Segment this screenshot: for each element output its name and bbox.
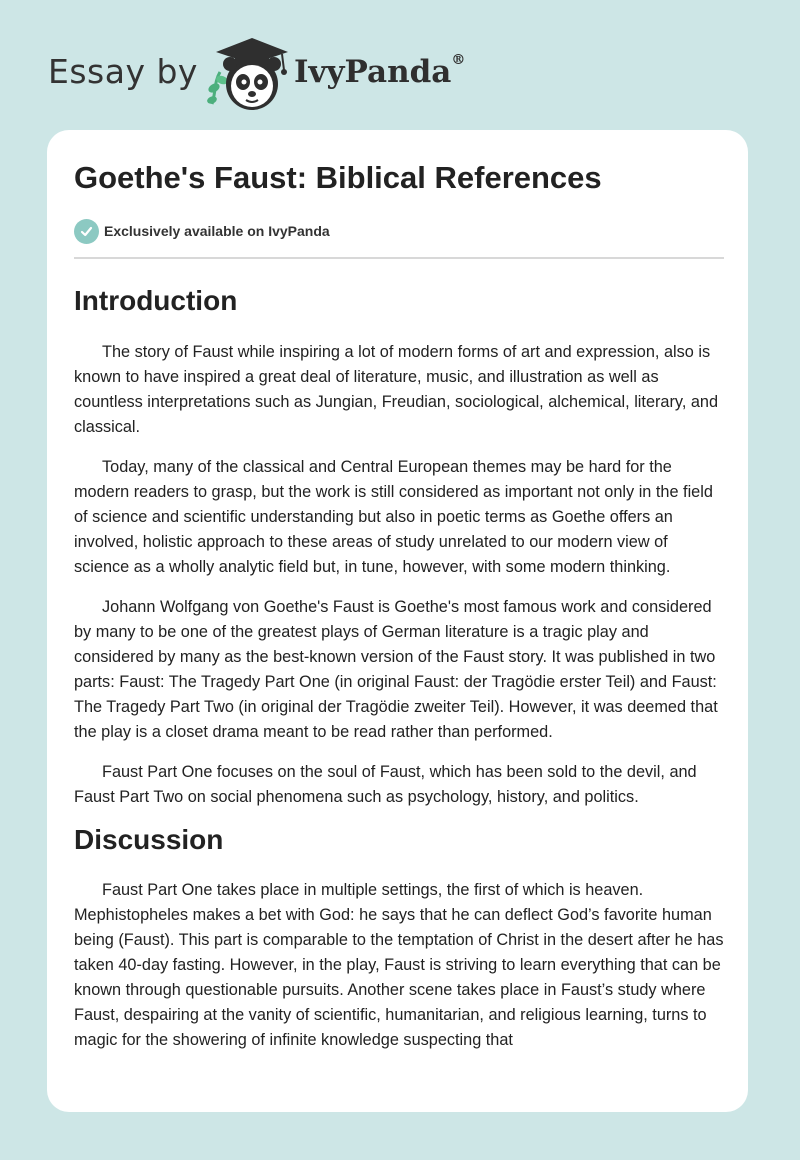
paragraph: Faust Part One takes place in multiple settings, the first of which is heaven. Mephistopheles makes a bet with God: he says that he can deflect God’s favorite human being (Faust). This part is comparable to the temptation of Christ in the desert after he has taken 40-day fasting. However, in the play, Faust is striving to learn everything that can be known through questionable pursuits. Another scene takes place in Faust’s study where Faust, despairing at the vanity of scientific, humanitarian, and religious learning, turns to magic for the showering of infinite knowledge suspecting that xyxy=(74,881,724,1050)
title-divider xyxy=(74,257,724,259)
registered-mark: ® xyxy=(451,52,466,68)
badge-text: Exclusively available on IvyPanda xyxy=(104,223,330,240)
panda-graduate-icon[interactable] xyxy=(202,34,292,114)
brand-prefix: Essay by xyxy=(48,52,198,91)
essay-card xyxy=(47,130,748,1112)
paragraph: Johann Wolfgang von Goethe's Faust is Goethe's most famous work and considered by many to be one of the greatest plays of German literature is a tragic play and considered by many as the best-known version of the Faust story. It was published in two parts: Faust: The Tragedy Part One (in original Faust: der Tragödie erster Teil) and Faust: The Tragedy Part Two (in original der Tragödie zweiter Teil). However, it was deemed that the play is a closet drama meant to be read rather than performed. xyxy=(74,597,718,741)
check-icon xyxy=(74,219,99,244)
brand-name[interactable] xyxy=(294,54,465,90)
section-heading-introduction: Introduction xyxy=(74,285,238,317)
paragraph: The story of Faust while inspiring a lot of modern forms of art and expression, also is known to have inspired a great deal of literature, music, and illustration as well as countless interpretations such as Jungian, Freudian, sociological, alchemical, literary, and classical. xyxy=(74,342,719,436)
essay-content xyxy=(74,158,724,1053)
page-title: Goethe's Faust: Biblical References xyxy=(74,160,602,195)
exclusive-badge xyxy=(74,218,724,244)
section-heading-discussion: Discussion xyxy=(74,823,224,855)
check-mark-icon xyxy=(80,225,93,238)
brand-name-text: IvyPanda xyxy=(294,54,452,90)
brand-header xyxy=(48,34,488,114)
paragraph: Today, many of the classical and Central European themes may be hard for the modern readers to grasp, but the work is still considered as important not only in the field of science and scientific understanding but also in poetic terms as Goethe offers an involved, holistic approach to these areas of study unrelated to our modern view of science as a wholly analytic field but, in tune, however, with some modern thinking. xyxy=(74,457,713,576)
paragraph: Faust Part One focuses on the soul of Faust, which has been sold to the devil, and Faust Part Two on social phenomena such as psychology, history, and politics. xyxy=(74,762,697,806)
